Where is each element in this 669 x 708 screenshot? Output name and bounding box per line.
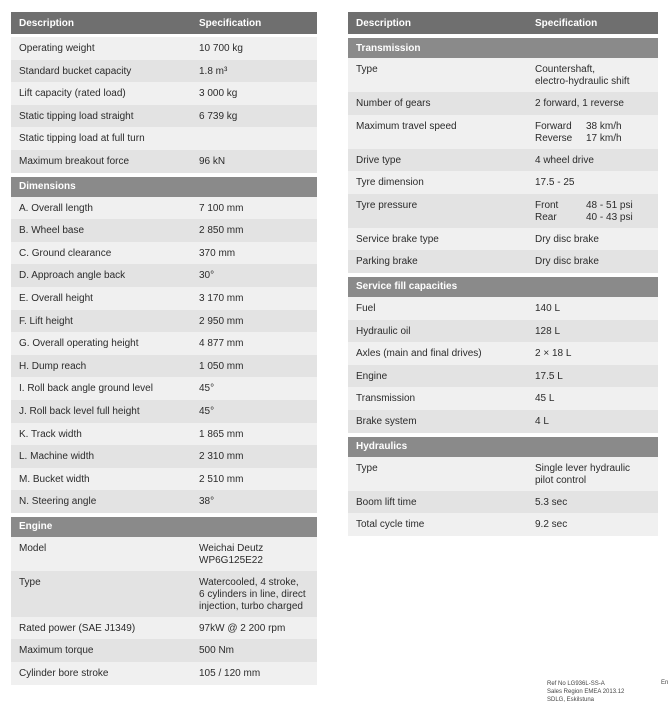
table-row bbox=[11, 82, 317, 105]
row-value: Watercooled, 4 stroke, 6 cylinders in line, direct injection, turbo charged bbox=[199, 576, 306, 612]
table-row bbox=[11, 310, 317, 333]
section-title: Hydraulics bbox=[356, 441, 408, 453]
row-label: Maximum breakout force bbox=[19, 155, 130, 167]
row-value: 1 865 mm bbox=[199, 428, 244, 440]
description-header: Description bbox=[19, 17, 75, 29]
row-value: 17.5 - 25 bbox=[535, 177, 575, 189]
row-label: Cylinder bore stroke bbox=[19, 668, 109, 680]
row-label: Boom lift time bbox=[356, 496, 417, 508]
row-value bbox=[535, 121, 622, 145]
row-label: L. Machine width bbox=[19, 451, 95, 463]
table-row bbox=[11, 127, 317, 150]
table-row bbox=[11, 639, 317, 662]
table-row bbox=[348, 92, 658, 115]
right-spec-table bbox=[348, 12, 658, 536]
row-label: Tyre pressure bbox=[356, 199, 418, 211]
row-value: 1 050 mm bbox=[199, 360, 244, 372]
row-label: Model bbox=[19, 542, 47, 554]
row-label: Drive type bbox=[356, 154, 402, 166]
value-qualifier: Forward bbox=[535, 120, 572, 132]
row-value bbox=[535, 200, 633, 224]
section-title: Dimensions bbox=[19, 181, 76, 193]
table-row bbox=[348, 342, 658, 365]
row-value: 2 forward, 1 reverse bbox=[535, 98, 624, 109]
row-value: 4 wheel drive bbox=[535, 154, 594, 166]
row-label: A. Overall length bbox=[19, 202, 93, 214]
row-label: I. Roll back angle ground level bbox=[19, 383, 153, 395]
row-value: 1.8 m³ bbox=[199, 65, 228, 77]
row-label: C. Ground clearance bbox=[19, 247, 112, 259]
table-row bbox=[11, 242, 317, 265]
table-row bbox=[11, 264, 317, 287]
row-label: Number of gears bbox=[356, 98, 431, 109]
row-label: G. Overall operating height bbox=[19, 338, 139, 350]
row-value: 4 L bbox=[535, 415, 549, 427]
row-label: Transmission bbox=[356, 393, 416, 405]
row-value: 2 950 mm bbox=[199, 315, 244, 327]
row-value: 2 850 mm bbox=[199, 225, 244, 237]
row-value: 7 100 mm bbox=[199, 202, 244, 214]
table-row bbox=[11, 490, 317, 513]
table-row bbox=[11, 400, 317, 423]
row-label: K. Track width bbox=[19, 428, 82, 440]
specification-header: Specification bbox=[199, 17, 262, 29]
table-row bbox=[348, 58, 658, 92]
table-row bbox=[11, 105, 317, 128]
table-row bbox=[11, 37, 317, 60]
row-label: E. Overall height bbox=[19, 292, 93, 304]
row-value: 96 kN bbox=[199, 155, 226, 167]
table-row bbox=[348, 457, 658, 491]
row-value: Dry disc brake bbox=[535, 256, 599, 268]
value-amount: 17 km/h bbox=[586, 132, 622, 144]
row-label: Standard bucket capacity bbox=[19, 65, 132, 77]
value-line bbox=[535, 121, 622, 133]
table-row bbox=[11, 197, 317, 220]
row-label: Static tipping load straight bbox=[19, 110, 134, 122]
value-amount: 38 km/h bbox=[586, 120, 622, 132]
section-header bbox=[348, 277, 658, 297]
column-header bbox=[11, 12, 317, 34]
table-row bbox=[11, 332, 317, 355]
table-row bbox=[11, 287, 317, 310]
footer-sales-region: Sales Region EMEA 2013.12 bbox=[547, 689, 625, 695]
table-row bbox=[11, 377, 317, 400]
value-line bbox=[535, 212, 633, 224]
section-title: Engine bbox=[19, 521, 53, 533]
row-value: 30° bbox=[199, 270, 215, 282]
row-value: 45° bbox=[199, 405, 215, 417]
table-row bbox=[348, 250, 658, 273]
footer-language-tag: En bbox=[661, 680, 669, 686]
value-line bbox=[535, 200, 633, 212]
row-value: 10 700 kg bbox=[199, 43, 243, 54]
row-value: 5.3 sec bbox=[535, 496, 568, 508]
table-row bbox=[11, 355, 317, 378]
row-label: M. Bucket width bbox=[19, 473, 90, 485]
row-label: D. Approach angle back bbox=[19, 270, 126, 282]
table-row bbox=[11, 423, 317, 446]
value-line bbox=[535, 133, 622, 145]
row-value: 3 000 kg bbox=[199, 88, 238, 100]
value-amount: 40 - 43 psi bbox=[586, 211, 633, 223]
row-label: Rated power (SAE J1349) bbox=[19, 622, 136, 634]
row-label: Type bbox=[356, 64, 378, 75]
table-row bbox=[11, 219, 317, 242]
row-value: 38° bbox=[199, 496, 215, 508]
table-row bbox=[348, 297, 658, 320]
table-row bbox=[348, 115, 658, 149]
row-value: Single lever hydraulic pilot control bbox=[535, 462, 631, 486]
left-spec-table bbox=[11, 12, 317, 685]
table-row bbox=[348, 228, 658, 251]
row-label: Axles (main and final drives) bbox=[356, 348, 482, 360]
section-header bbox=[348, 437, 658, 457]
footer-ref-number: Ref No LG936L-SS-A bbox=[547, 681, 605, 687]
row-value: 2 × 18 L bbox=[535, 348, 572, 360]
table-row bbox=[11, 60, 317, 83]
row-label: Lift capacity (rated load) bbox=[19, 88, 126, 100]
row-value: 500 Nm bbox=[199, 645, 235, 657]
description-header: Description bbox=[356, 17, 412, 29]
row-value: 6 739 kg bbox=[199, 110, 238, 122]
row-label: B. Wheel base bbox=[19, 225, 85, 237]
row-value: 370 mm bbox=[199, 247, 236, 259]
table-row bbox=[348, 149, 658, 172]
footer-reference bbox=[547, 680, 624, 704]
table-row bbox=[11, 617, 317, 640]
row-label: Maximum torque bbox=[19, 645, 94, 657]
row-value: 105 / 120 mm bbox=[199, 668, 261, 680]
row-value: 17.5 L bbox=[535, 370, 563, 382]
row-label: Brake system bbox=[356, 415, 417, 427]
footer-company: SDLG, Eskilstuna bbox=[547, 697, 595, 703]
table-row bbox=[348, 194, 658, 228]
table-row bbox=[11, 537, 317, 571]
row-label: Static tipping load at full turn bbox=[19, 133, 145, 145]
table-row bbox=[11, 468, 317, 491]
row-label: Maximum travel speed bbox=[356, 120, 457, 132]
value-qualifier: Rear bbox=[535, 211, 557, 223]
row-label: Operating weight bbox=[19, 43, 95, 54]
row-value: Weichai Deutz WP6G125E22 bbox=[199, 542, 264, 566]
row-value: 45 L bbox=[535, 393, 555, 405]
row-value: 140 L bbox=[535, 302, 561, 314]
row-value: 2 510 mm bbox=[199, 473, 244, 485]
value-qualifier: Front bbox=[535, 199, 559, 211]
section-title: Transmission bbox=[356, 42, 421, 54]
table-row bbox=[348, 513, 658, 536]
table-row bbox=[348, 365, 658, 388]
row-label: Engine bbox=[356, 370, 388, 382]
row-label: F. Lift height bbox=[19, 315, 73, 327]
section-header bbox=[11, 177, 317, 197]
row-label: Service brake type bbox=[356, 233, 439, 245]
table-row bbox=[11, 150, 317, 173]
section-header bbox=[11, 517, 317, 537]
row-label: Hydraulic oil bbox=[356, 325, 411, 337]
row-value: 128 L bbox=[535, 325, 561, 337]
row-value: 9.2 sec bbox=[535, 519, 568, 531]
row-value: 2 310 mm bbox=[199, 451, 244, 463]
row-label: J. Roll back level full height bbox=[19, 405, 140, 417]
row-label: Tyre dimension bbox=[356, 177, 424, 189]
row-value: 97kW @ 2 200 rpm bbox=[199, 622, 286, 634]
section-title: Service fill capacities bbox=[356, 281, 458, 293]
row-value: 3 170 mm bbox=[199, 292, 244, 304]
row-value: Dry disc brake bbox=[535, 233, 599, 245]
row-label: H. Dump reach bbox=[19, 360, 87, 372]
column-header bbox=[348, 12, 658, 34]
table-row bbox=[11, 571, 317, 617]
table-row bbox=[348, 410, 658, 433]
row-label: Total cycle time bbox=[356, 519, 425, 531]
row-value: Countershaft, electro-hydraulic shift bbox=[535, 64, 630, 87]
specification-header: Specification bbox=[535, 17, 598, 29]
row-label: Type bbox=[19, 576, 41, 588]
table-row bbox=[11, 445, 317, 468]
row-label: Fuel bbox=[356, 302, 376, 314]
table-row bbox=[348, 491, 658, 514]
table-row bbox=[348, 387, 658, 410]
section-header bbox=[348, 38, 658, 58]
table-row bbox=[348, 320, 658, 343]
row-label: Type bbox=[356, 462, 378, 474]
row-label: Parking brake bbox=[356, 256, 418, 268]
row-label: N. Steering angle bbox=[19, 496, 97, 508]
table-row bbox=[11, 662, 317, 685]
table-row bbox=[348, 171, 658, 194]
value-amount: 48 - 51 psi bbox=[586, 199, 633, 211]
row-value: 45° bbox=[199, 383, 215, 395]
value-qualifier: Reverse bbox=[535, 132, 573, 144]
row-value: 4 877 mm bbox=[199, 338, 244, 350]
